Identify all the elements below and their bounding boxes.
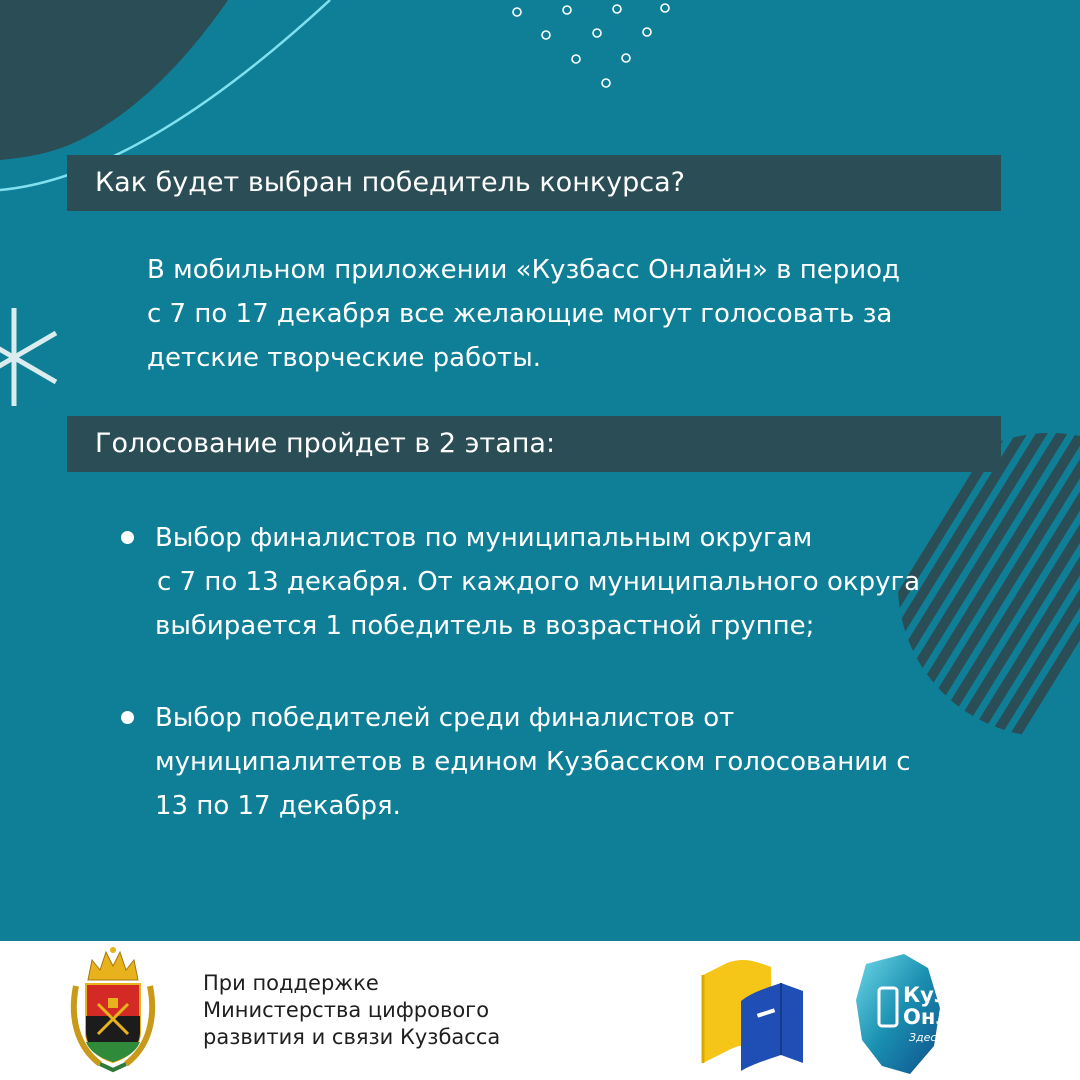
section-heading-winner: Как будет выбран победитель конкурса?	[67, 155, 1001, 211]
phone-icon	[877, 986, 899, 1028]
bullet-icon	[121, 711, 134, 724]
support-line: развития и связи Кузбасса	[203, 1025, 501, 1049]
paragraph-line: В мобильном приложении «Кузбасс Онлайн» в период	[147, 255, 901, 285]
app-logo-tagline: Здесь решают!	[909, 1031, 998, 1044]
stage-line: выбирается 1 победитель в возрастной группе;	[155, 611, 815, 641]
books-icon	[697, 953, 807, 1073]
support-line: При поддержке	[203, 971, 379, 995]
stage-line: муниципалитетов в едином Кузбасском голосовании с	[155, 747, 911, 777]
app-logo-line2: Онлайн	[903, 1005, 995, 1029]
stage-line: Выбор финалистов по муниципальным округам	[155, 523, 813, 553]
coat-of-arms-icon	[70, 946, 156, 1074]
stage-item-1	[155, 516, 920, 648]
paragraph-line: детские творческие работы.	[147, 343, 541, 373]
winner-description	[147, 248, 900, 380]
paragraph-line: с 7 по 17 декабря все желающие могут голосовать за	[147, 299, 893, 329]
app-logo-line1: Кузбасс	[903, 983, 1000, 1007]
stage-line: 13 по 17 декабря.	[155, 791, 401, 821]
stage-line: Выбор победителей среди финалистов от	[155, 703, 735, 733]
section-heading-stages: Голосование пройдет в 2 этапа:	[67, 416, 1001, 472]
stage-line: с 7 по 13 декабря. От каждого муниципального округа	[157, 567, 921, 597]
footer	[0, 941, 1080, 1080]
stage-item-2	[155, 696, 911, 828]
support-text	[203, 970, 500, 1051]
support-line: Министерства цифрового	[203, 998, 490, 1022]
bullet-icon	[121, 531, 134, 544]
